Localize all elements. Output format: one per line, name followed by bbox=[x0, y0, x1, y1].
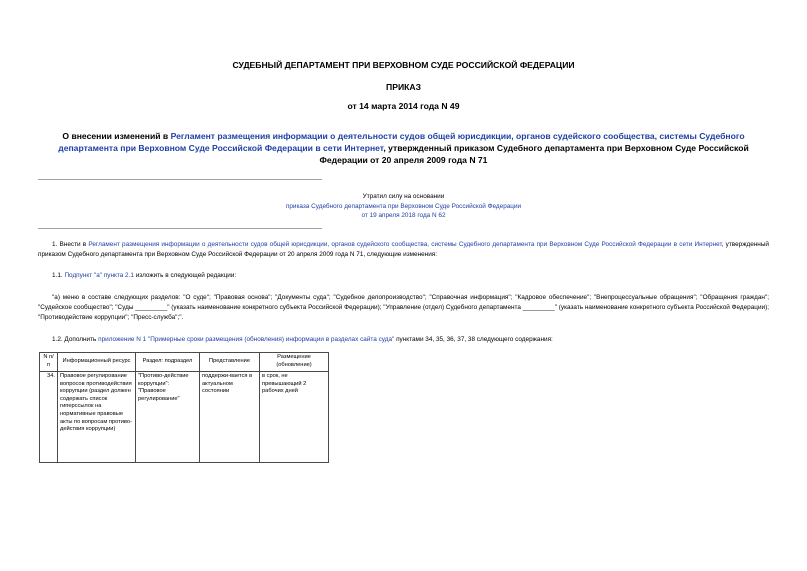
cell-info-resource: Правовое регулирование вопросов противодействия коррупции (раздел должен содержать список гиперссылок на нормативные правовые акты по вопросам противо-действия коррупции) bbox=[58, 372, 136, 463]
paragraph-1-regulation-link[interactable]: Регламент размещения информации о деятельности судов общей юрисдикции, органов судейского сообщества, системы Судебного департамента при Верховном Суде Российской Федерации в сети Интернет bbox=[88, 241, 722, 248]
cell-number: 34. bbox=[40, 372, 58, 463]
table-header-row bbox=[40, 353, 329, 372]
paragraph-1-1-suffix: изложить в следующей редакции: bbox=[133, 272, 237, 279]
paragraph-1 bbox=[38, 240, 769, 260]
paragraph-1-suffix: , утвержденный приказом Судебного департамента при Верховном Суде Российской Федерации от 20 апреля 2009 года N 71, следующие изменения: bbox=[38, 241, 769, 258]
revocation-order-link[interactable]: приказа Судебного департамента при Верховном Суде Российской Федерации bbox=[285, 202, 522, 210]
document-title bbox=[38, 130, 769, 167]
top-divider bbox=[38, 179, 322, 180]
cell-placement: в срок, не превышающий 2 рабочих дней bbox=[260, 372, 329, 463]
document-date-number: от 14 марта 2014 года N 49 bbox=[347, 101, 460, 111]
title-suffix: , утвержденный приказом Судебного департамента при Верховном Суде Российской Федерации от 20 апреля 2009 года N 71 bbox=[319, 143, 749, 166]
paragraph-1-2 bbox=[38, 335, 769, 345]
header-number: N п/п bbox=[40, 353, 58, 372]
header-placement: Размещение (обновление) bbox=[260, 353, 329, 372]
header-presentation: Представление bbox=[200, 353, 260, 372]
title-regulation-link[interactable]: Регламент размещения информации о деятельности судов общей юрисдикции, органов судейского сообщества, системы Судебного департамента при Верховном Суде Российской Федерации в сети Интернет bbox=[58, 131, 745, 154]
header-info-resource: Информационный ресурс bbox=[58, 353, 136, 372]
subpoint-link[interactable]: Подпункт "а" пункта 2.1 bbox=[64, 272, 134, 279]
cell-presentation: поддержи-вается в актуальном состоянии bbox=[200, 372, 260, 463]
title-prefix: О внесении изменений в bbox=[62, 131, 171, 141]
header-section: Раздел: подраздел bbox=[136, 353, 200, 372]
paragraph-1-1-prefix: 1.1. bbox=[52, 272, 65, 279]
table-row bbox=[40, 372, 329, 463]
revocation-line: Утратил силу на основании bbox=[362, 193, 445, 200]
document-type-heading: ПРИКАЗ bbox=[386, 82, 421, 92]
paragraph-1-2-prefix: 1.2. Дополнить bbox=[52, 336, 99, 343]
cell-section: "Противо-действие коррупции": "Правовое регулирование" bbox=[136, 372, 200, 463]
paragraph-1-prefix: 1. Внести в bbox=[52, 241, 89, 248]
organization-heading: СУДЕБНЫЙ ДЕПАРТАМЕНТ ПРИ ВЕРХОВНОМ СУДЕ РОССИЙСКОЙ ФЕДЕРАЦИИ bbox=[232, 60, 575, 70]
schedule-table bbox=[39, 352, 329, 463]
paragraph-1-1 bbox=[38, 271, 769, 281]
paragraph-1-2-suffix: пунктами 34, 35, 36, 37, 38 следующего содержания: bbox=[394, 336, 553, 343]
appendix-link[interactable]: приложение N 1 "Примерные сроки размещения (обновления) информации в разделах сайта суда" bbox=[98, 336, 395, 343]
menu-sections-quote: "а) меню в составе следующих разделов: "О суде"; "Правовая основа"; "Документы суда"; "Судебное делопроизводство"; "Справочная информация"; "Кадровое обеспечение"; "Внепроцессуальные обращения"; "Обращения граждан"; "Судейское сообщество"; "Суды _________" (указать наименование конкретного субъекта Российской Федерации); "Управление (отдел) Судебного департамента _________" (указать наименование конкретного субъекта Российской Федерации); "Противодействие коррупции"; "Пресс-служба";". bbox=[38, 294, 769, 321]
revocation-note bbox=[0, 192, 807, 221]
bottom-divider bbox=[38, 228, 322, 229]
revocation-order-date-link[interactable]: от 19 апреля 2018 года N 62 bbox=[361, 212, 446, 220]
